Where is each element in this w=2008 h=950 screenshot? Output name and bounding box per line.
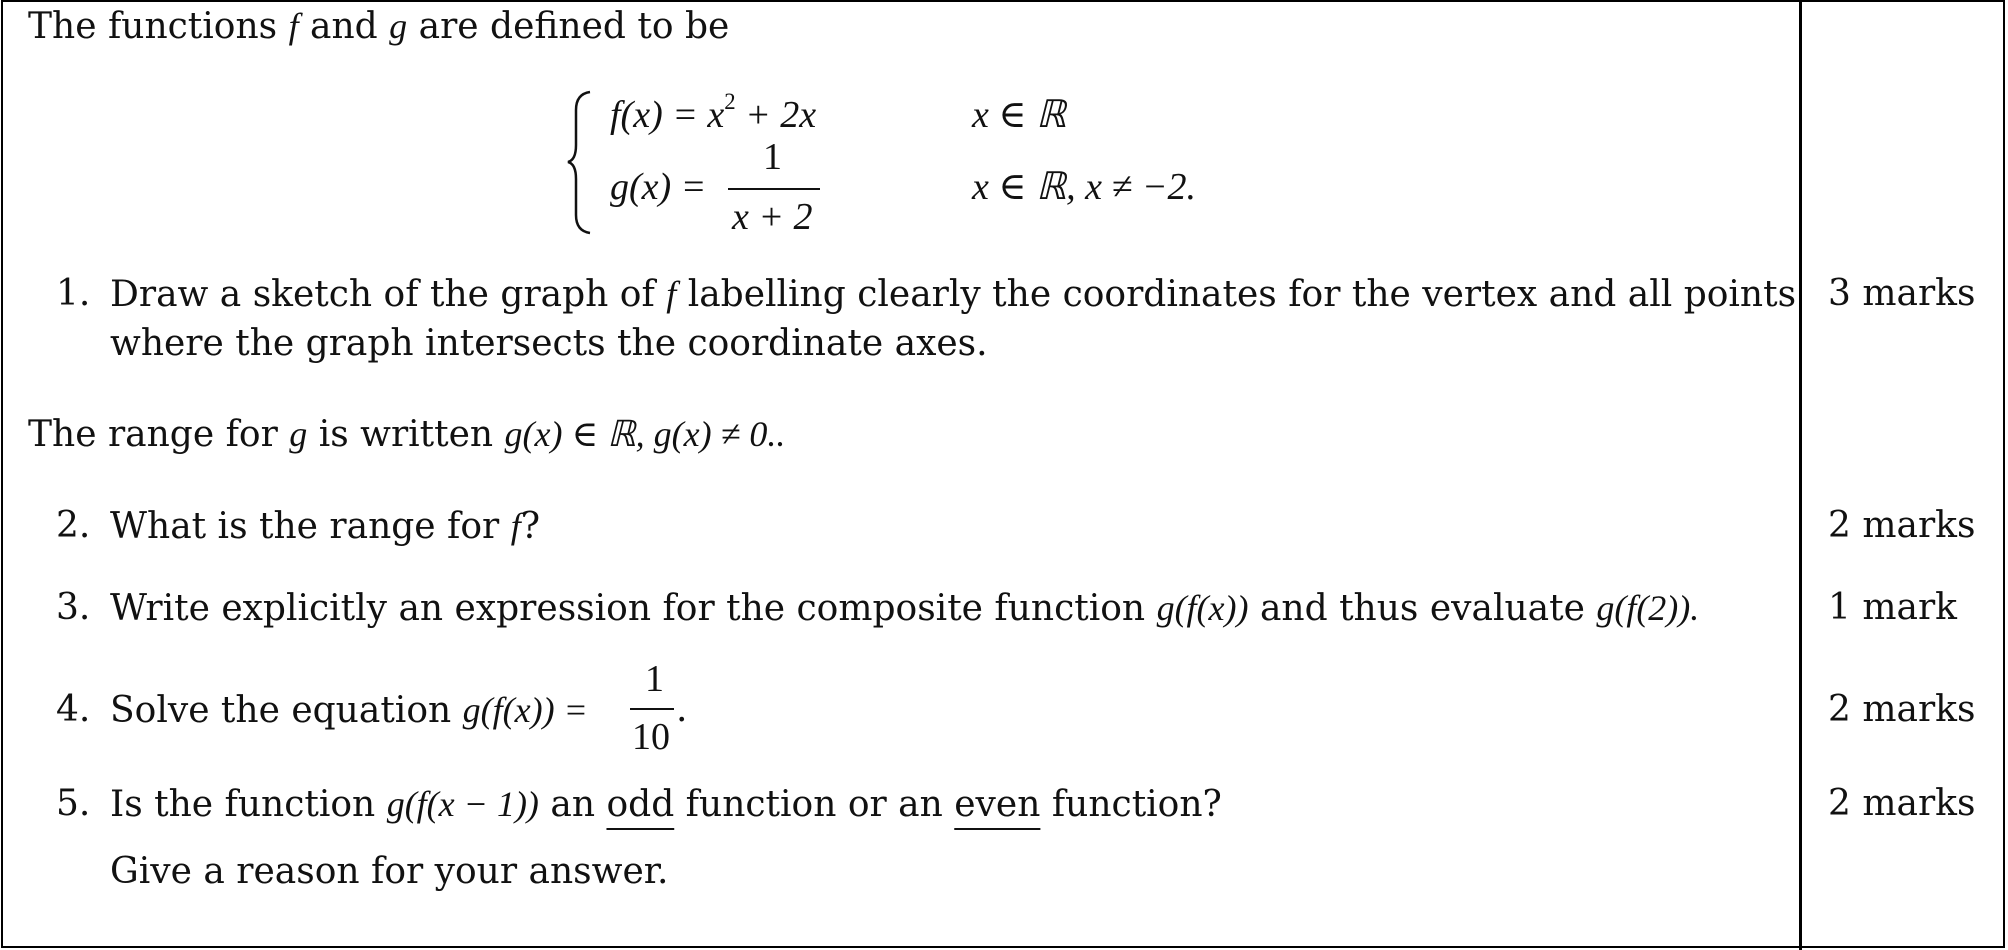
range-text: is written — [307, 414, 505, 455]
q1-number: 1. — [56, 273, 91, 314]
g-denominator: x + 2 — [732, 196, 813, 238]
q2-number: 2. — [56, 505, 91, 546]
q1-text: Draw a sketch of the graph of — [110, 274, 667, 315]
q1-f: f — [666, 274, 677, 314]
intro-text — [28, 8, 729, 45]
f-definition — [610, 89, 817, 136]
range-expr: g(x) ∈ ℝ, g(x) ≠ 0.. — [504, 414, 786, 454]
q2-marks: 2 marks — [1828, 505, 1976, 546]
q4-text-part: Solve the equation — [110, 690, 463, 731]
q4-fraction-bar — [630, 708, 674, 710]
q5-marks: 2 marks — [1828, 783, 1976, 824]
q5-even-word: even — [954, 784, 1041, 825]
q5-number: 5. — [56, 783, 91, 824]
q3-text-part: and thus evaluate — [1248, 588, 1597, 629]
q3-expr1: g(f(x)) — [1156, 588, 1249, 628]
q5-text-part: function or an — [674, 784, 955, 825]
q5-text-part: Is the function — [110, 784, 387, 825]
intro-part: are defined to be — [407, 6, 730, 47]
q2-text-part: ? — [520, 506, 541, 547]
q5-expr: g(f(x − 1)) — [386, 784, 539, 824]
g-numerator: 1 — [763, 136, 782, 178]
intro-f: f — [288, 6, 299, 46]
intro-g: g — [389, 6, 408, 46]
q2-text-part: What is the range for — [110, 506, 511, 547]
range-note — [28, 416, 785, 453]
q5-line2: Give a reason for your answer. — [110, 851, 669, 892]
q2-text — [110, 508, 540, 545]
q1-text: labelling clearly the coordinates for the vertex and all points — [676, 274, 1797, 315]
range-g: g — [289, 414, 308, 454]
f-lhs: f(x) = x — [610, 94, 725, 136]
q5-odd-word: odd — [606, 784, 675, 825]
q2-f: f — [510, 506, 521, 546]
q1-line2: where the graph intersects the coordinate axes. — [110, 323, 988, 364]
q1-line1 — [110, 276, 1796, 313]
q4-period: . — [676, 689, 688, 730]
f-exponent: 2 — [724, 89, 736, 115]
q3-expr2: g(f(2)). — [1596, 588, 1700, 628]
q3-number: 3. — [56, 587, 91, 628]
g-fraction-bar — [728, 188, 820, 190]
q4-text — [110, 692, 588, 729]
q4-number: 4. — [56, 689, 91, 730]
q3-text-part: Write explicitly an expression for the composite function — [110, 588, 1157, 629]
f-rhs: + 2x — [735, 94, 817, 136]
brace-icon — [566, 90, 596, 235]
q4-numerator: 1 — [645, 658, 664, 700]
intro-part: and — [298, 6, 390, 47]
q4-expr: g(f(x)) = — [462, 690, 588, 730]
q5-text-part: an — [538, 784, 607, 825]
q1-marks: 3 marks — [1828, 273, 1976, 314]
q5-text-part: function? — [1040, 784, 1222, 825]
g-lhs: g(x) = — [610, 166, 707, 208]
f-domain: x ∈ ℝ — [972, 94, 1067, 136]
range-text: The range for — [28, 414, 290, 455]
q4-denominator: 10 — [632, 716, 670, 758]
q3-text — [110, 590, 1699, 627]
g-domain: x ∈ ℝ, x ≠ −2. — [972, 166, 1196, 208]
q4-marks: 2 marks — [1828, 689, 1976, 730]
intro-part: The functions — [28, 6, 289, 47]
marks-column-divider — [1799, 0, 1802, 950]
q3-marks: 1 mark — [1828, 587, 1957, 628]
q5-line1 — [110, 786, 1222, 823]
